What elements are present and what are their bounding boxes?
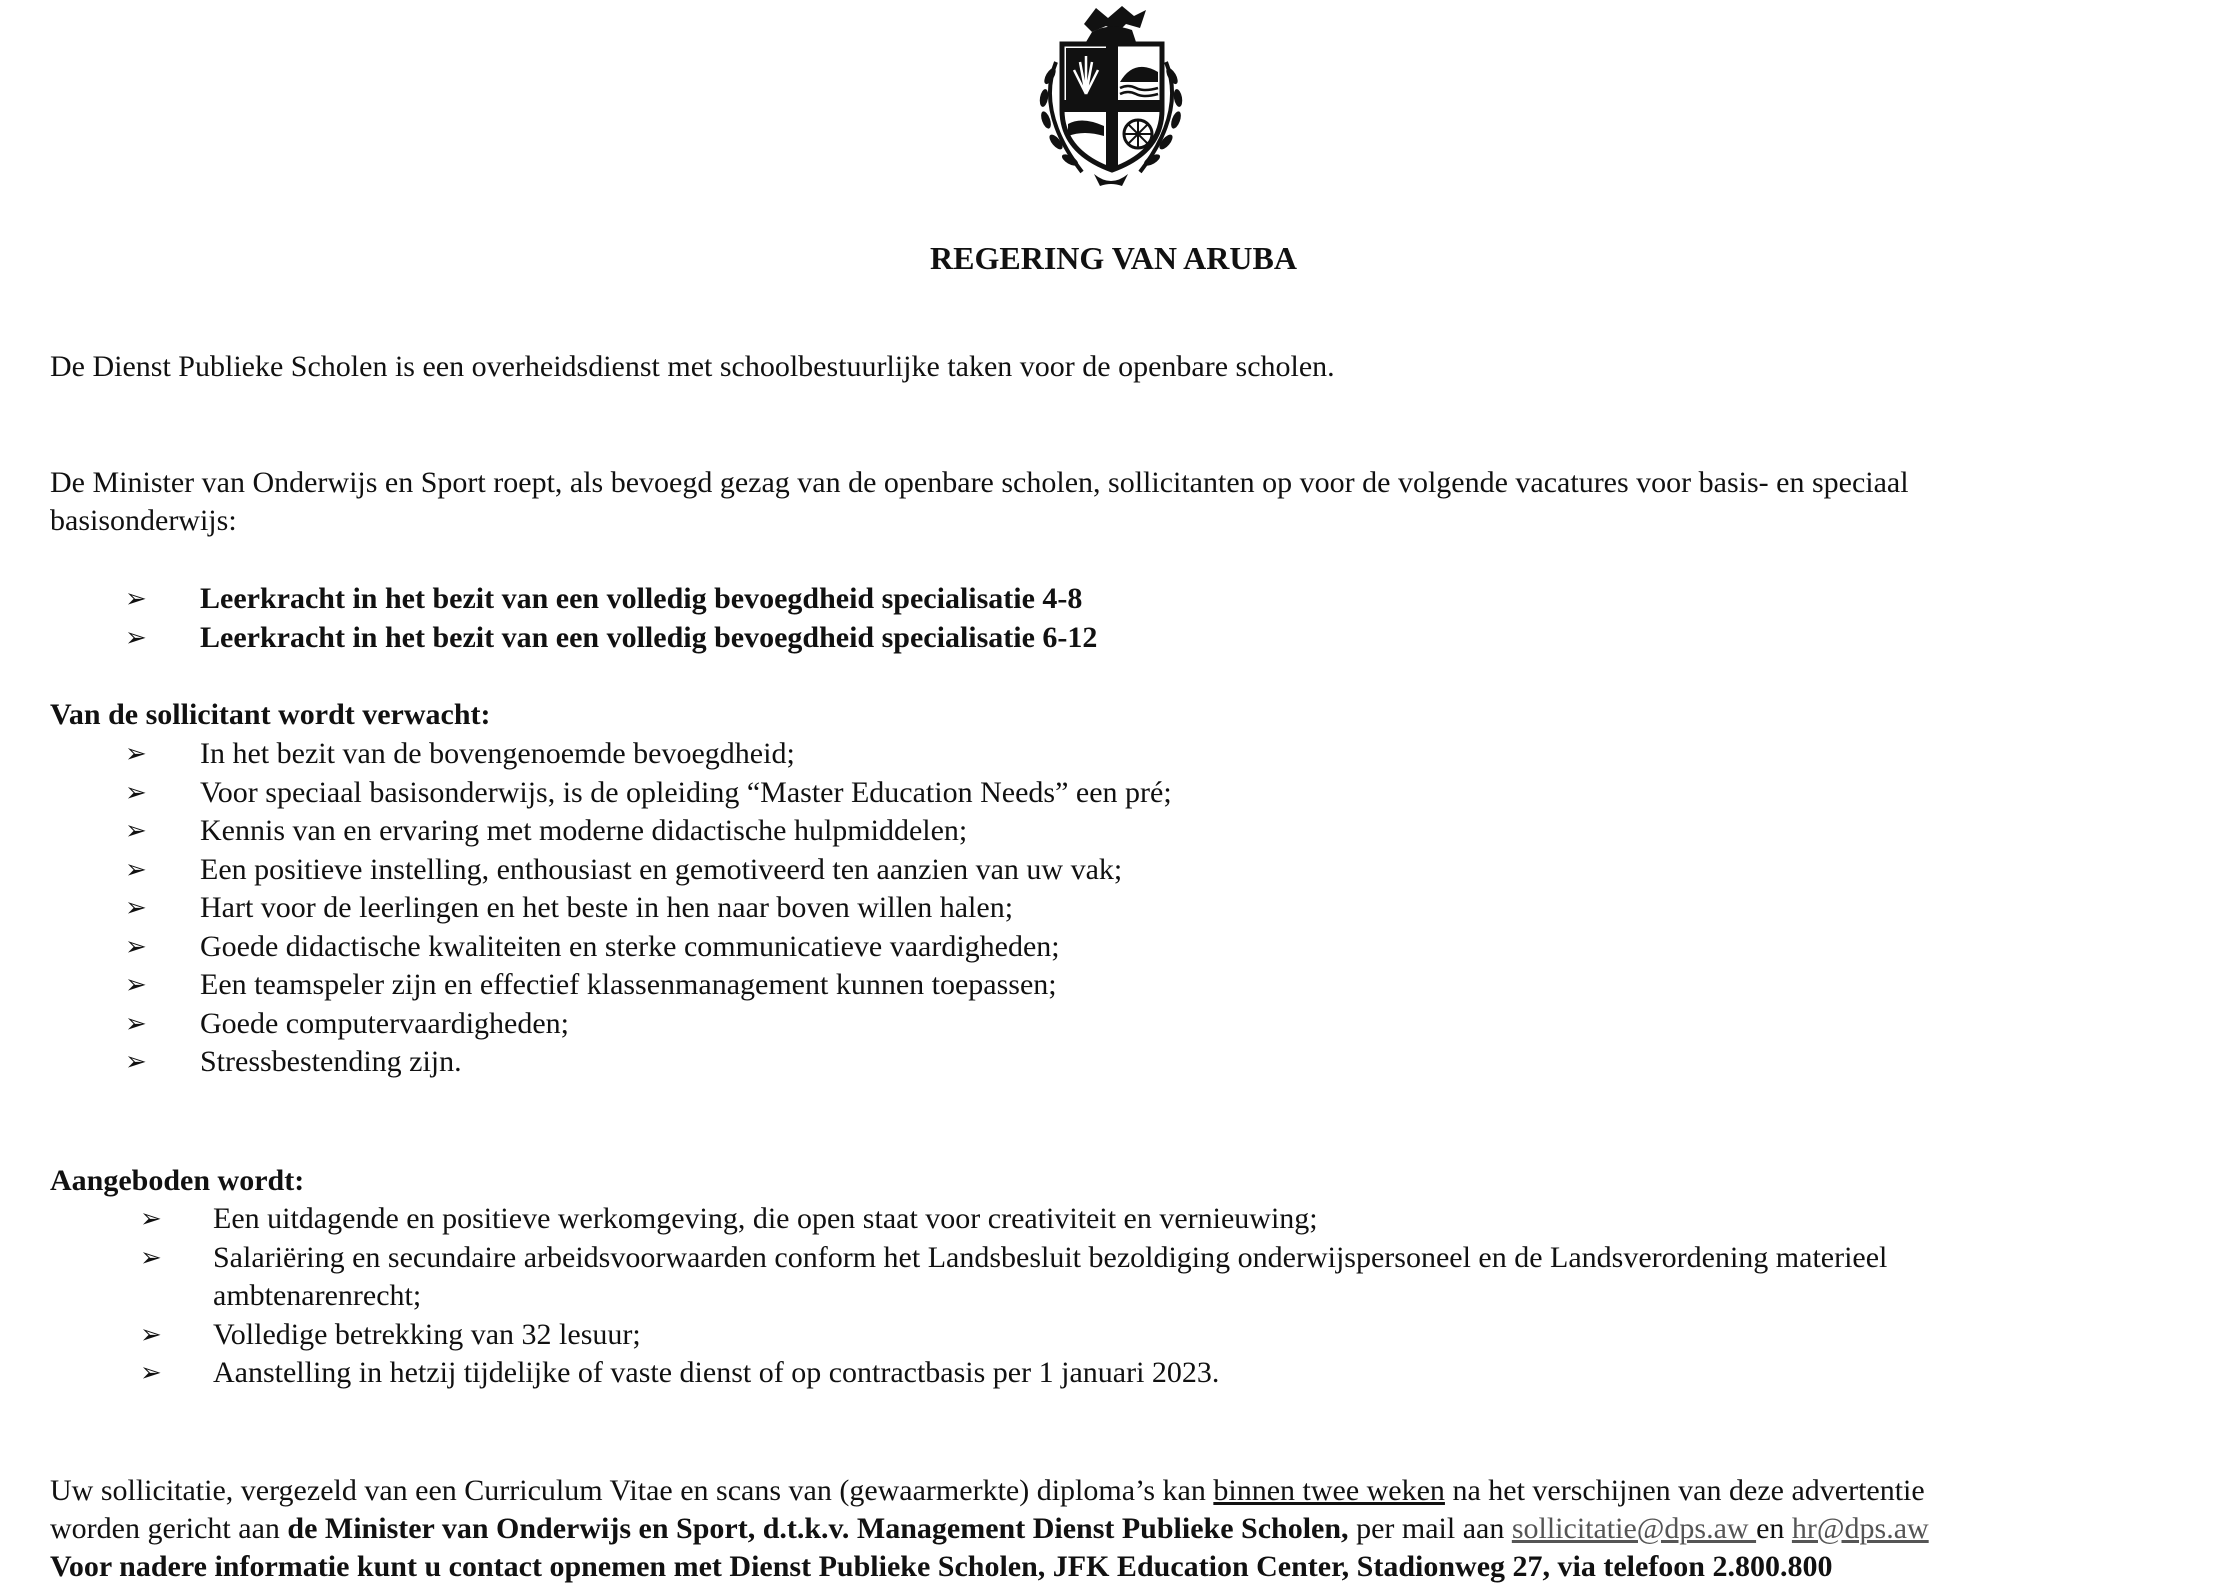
contact-line: Voor nadere informatie kunt u contact opnemen met Dienst Publieke Scholen, JFK Education Center, Stadionweg 27, via telefoon 2.800.800 bbox=[50, 1550, 1833, 1583]
intro-paragraph: De Dienst Publieke Scholen is een overheidsdienst met schoolbestuurlijke taken voor de openbare scholen. bbox=[50, 350, 1335, 383]
list-item: ➢ Een positieve instelling, enthousiast en gemotiveerd ten aanzien van uw vak; bbox=[125, 851, 2025, 890]
arrowhead-bullet-icon: ➢ bbox=[140, 1358, 162, 1388]
application-line-2: worden gericht aan de Minister van Onderwijs en Sport, d.t.k.v. Management Dienst Publieke Scholen, per mail aan sollicitatie@dps.aw en hr@dps.aw bbox=[50, 1512, 1929, 1545]
list-item: ➢ Hart voor de leerlingen en het beste in hen naar boven willen halen; bbox=[125, 889, 2025, 928]
arrowhead-bullet-icon: ➢ bbox=[125, 854, 147, 885]
list-item: ➢ Aanstelling in hetzij tijdelijke of vaste dienst of op contractbasis per 1 januari 2023. bbox=[140, 1354, 2140, 1393]
application-paragraph bbox=[50, 1472, 2220, 1586]
call-paragraph bbox=[50, 464, 2160, 540]
arrowhead-bullet-icon: ➢ bbox=[125, 816, 147, 846]
email-link-hr[interactable]: hr@dps.aw bbox=[1791, 1512, 1929, 1545]
arrowhead-bullet-icon: ➢ bbox=[125, 622, 147, 653]
arrowhead-bullet-icon: ➢ bbox=[140, 1319, 162, 1350]
list-item: ➢ Een uitdagende en positieve werkomgeving, die open staat voor creativiteit en vernieuwing; bbox=[140, 1200, 2140, 1239]
application-line-1: Uw sollicitatie, vergezeld van een Curriculum Vitae en scans van (gewaarmerkte) diploma’s kan binnen twee weken na het verschijnen van deze advertentie bbox=[50, 1474, 1925, 1507]
aruba-coat-of-arms-icon bbox=[1022, 2, 1200, 190]
list-item: ➢ Salariëring en secundaire arbeidsvoorwaarden conform het Landsbesluit bezoldiging onderwijspersoneel en de Landsverordening materieel ambtenarenrecht; bbox=[140, 1240, 1888, 1312]
arrowhead-bullet-icon: ➢ bbox=[125, 1008, 147, 1039]
vacancy-list bbox=[125, 580, 2025, 657]
list-item: ➢ Een teamspeler zijn en effectief klassenmanagement kunnen toepassen; bbox=[125, 966, 2025, 1005]
arrowhead-bullet-icon: ➢ bbox=[125, 739, 147, 769]
offered-list bbox=[140, 1200, 2140, 1393]
list-item: ➢ Goede didactische kwaliteiten en sterke communicatieve vaardigheden; bbox=[125, 928, 2025, 967]
arrowhead-bullet-icon: ➢ bbox=[125, 1047, 147, 1077]
list-item: ➢ Leerkracht in het bezit van een volledig bevoegdheid specialisatie 4-8 bbox=[125, 580, 2025, 619]
list-item: ➢ Voor speciaal basisonderwijs, is de opleiding “Master Education Needs” een pré; bbox=[125, 774, 2025, 813]
arrowhead-bullet-icon: ➢ bbox=[140, 1204, 162, 1234]
list-item: ➢ Volledige betrekking van 32 lesuur; bbox=[140, 1316, 2140, 1355]
call-line-1: De Minister van Onderwijs en Sport roept, als bevoegd gezag van de openbare scholen, sollicitanten op voor de volgende vacatures voor basis- en speciaal bbox=[50, 466, 1909, 499]
page-title: REGERING VAN ARUBA bbox=[930, 240, 1297, 276]
arrowhead-bullet-icon: ➢ bbox=[125, 970, 147, 1000]
call-line-2: basisonderwijs: bbox=[50, 504, 237, 537]
arrowhead-bullet-icon: ➢ bbox=[125, 893, 147, 923]
list-item: ➢ Leerkracht in het bezit van een volledig bevoegdheid specialisatie 6-12 bbox=[125, 619, 2025, 658]
list-item: ➢ Kennis van en ervaring met moderne didactische hulpmiddelen; bbox=[125, 812, 2025, 851]
expectations-list bbox=[125, 735, 2025, 1082]
list-item: ➢ Stressbestending zijn. bbox=[125, 1043, 2025, 1082]
offered-heading: Aangeboden wordt: bbox=[50, 1164, 305, 1197]
arrowhead-bullet-icon: ➢ bbox=[140, 1242, 162, 1273]
arrowhead-bullet-icon: ➢ bbox=[125, 777, 147, 808]
arrowhead-bullet-icon: ➢ bbox=[125, 931, 147, 962]
list-item: ➢ In het bezit van de bovengenoemde bevoegdheid; bbox=[125, 735, 2025, 774]
email-link-sollicitatie[interactable]: sollicitatie@dps.aw bbox=[1511, 1512, 1757, 1545]
arrowhead-bullet-icon: ➢ bbox=[125, 584, 147, 614]
expectations-heading: Van de sollicitant wordt verwacht: bbox=[50, 698, 491, 731]
deadline-emphasis: binnen twee weken bbox=[1213, 1474, 1445, 1507]
list-item: ➢ Goede computervaardigheden; bbox=[125, 1005, 2025, 1044]
